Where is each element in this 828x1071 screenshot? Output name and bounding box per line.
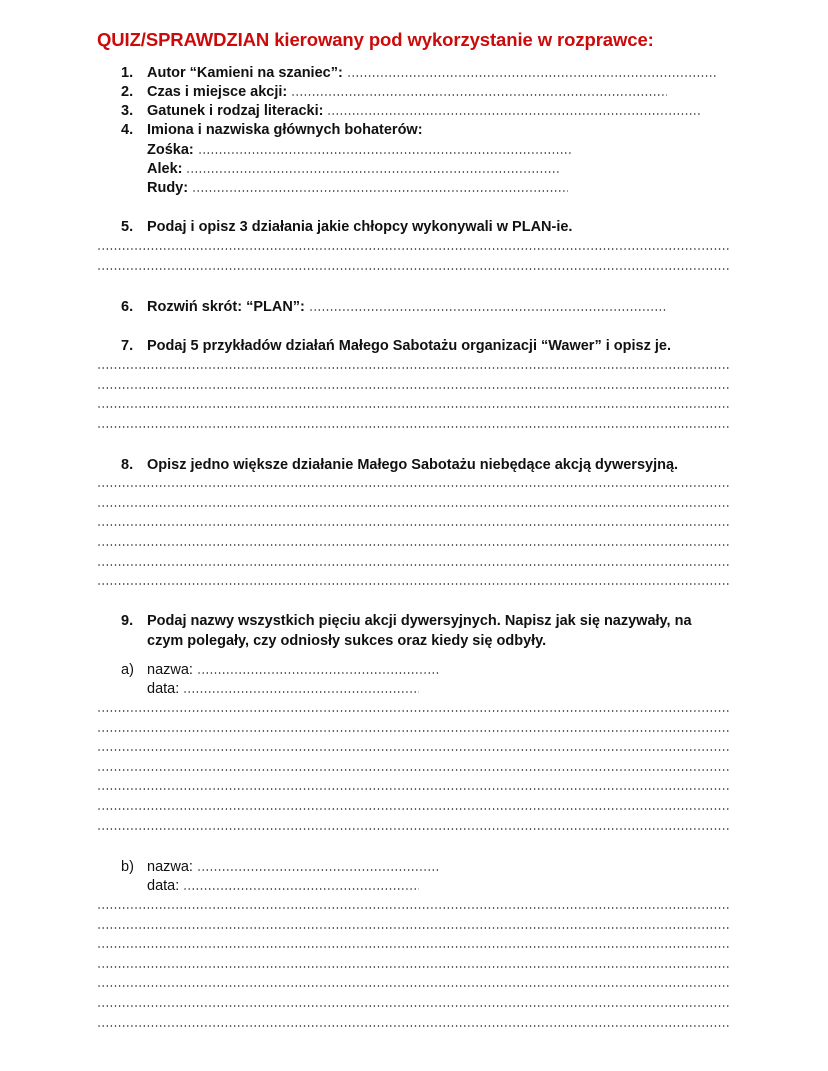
name-label: nazwa: [147,662,193,678]
question-text: Gatunek i rodzaj literacki: [147,103,324,119]
part-label: b) [121,859,134,875]
character-alek [147,159,561,179]
answer-line[interactable] [97,808,730,810]
question-text: Podaj i opisz 3 działania jakie chłopcy wykonywali w PLAN-ie. [147,219,573,235]
answer-line[interactable] [97,485,730,487]
part-b-date [147,876,419,896]
answer-line[interactable] [97,730,730,732]
answer-line[interactable] [97,268,730,270]
question-number: 2. [121,84,134,100]
answer-line[interactable] [97,583,730,585]
question-2 [121,82,667,102]
question-5 [121,217,572,237]
answer-line[interactable] [97,505,730,507]
answer-field-part-a-date[interactable] [183,691,419,693]
answer-line[interactable] [97,828,730,830]
question-text: Opisz jedno większe działanie Małego Sabotażu niebędące akcją dywersyjną. [147,457,679,473]
answer-field-zoska[interactable] [198,152,572,154]
part-a-date [147,679,419,699]
answer-line[interactable] [97,387,730,389]
answer-line[interactable] [97,248,730,250]
answer-line[interactable] [97,749,730,751]
answer-line[interactable] [97,946,730,948]
answer-line[interactable] [97,367,730,369]
question-9 [121,611,692,631]
answer-line[interactable] [97,769,730,771]
question-8 [121,455,678,475]
part-label: a) [121,662,134,678]
question-3 [121,101,701,121]
answer-line[interactable] [97,1005,730,1007]
question-number: 4. [121,122,134,138]
question-number: 5. [121,219,134,235]
answer-field-author[interactable] [347,75,717,77]
part-a-name [121,660,439,680]
character-zoska [147,140,572,160]
question-4 [121,120,423,140]
part-b-name [121,857,439,877]
question-9-continued [147,631,546,651]
answer-line[interactable] [97,985,730,987]
question-number: 6. [121,299,134,315]
page-title: QUIZ/SPRAWDZIAN kierowany pod wykorzystanie w rozprawce: [97,29,654,50]
answer-line[interactable] [97,966,730,968]
character-label: Alek: [147,161,183,177]
question-text-line-2: czym polegały, czy odniosły sukces oraz kiedy się odbyły. [147,633,547,649]
answer-line[interactable] [97,426,730,428]
question-text: Rozwiń skrót: “PLAN”: [147,299,305,315]
answer-field-rudy[interactable] [192,190,568,192]
question-text: Autor “Kamieni na szaniec”: [147,65,343,81]
answer-line[interactable] [97,406,730,408]
question-number: 8. [121,457,134,473]
answer-line[interactable] [97,544,730,546]
character-rudy [147,178,568,198]
answer-line[interactable] [97,1025,730,1027]
question-number: 9. [121,613,134,629]
question-6 [121,297,666,317]
question-number: 3. [121,103,134,119]
answer-line[interactable] [97,524,730,526]
question-text: Czas i miejsce akcji: [147,84,288,100]
answer-field-time-place[interactable] [291,94,667,96]
answer-line[interactable] [97,564,730,566]
date-label: data: [147,878,180,894]
answer-field-genre[interactable] [327,113,701,115]
answer-field-plan[interactable] [309,309,666,311]
question-number: 7. [121,338,134,354]
question-7 [121,336,671,356]
question-text: Imiona i nazwiska głównych bohaterów: [147,122,423,138]
answer-line[interactable] [97,907,730,909]
date-label: data: [147,681,180,697]
question-text: Podaj 5 przykładów działań Małego Sabotażu organizacji “Wawer” i opisz je. [147,338,671,354]
answer-line[interactable] [97,710,730,712]
answer-field-part-a-name[interactable] [197,672,439,674]
answer-field-part-b-date[interactable] [183,888,419,890]
answer-line[interactable] [97,788,730,790]
question-number: 1. [121,65,134,81]
answer-field-alek[interactable] [186,171,561,173]
question-text-line-1: Podaj nazwy wszystkich pięciu akcji dywersyjnych. Napisz jak się nazywały, na [147,613,692,629]
question-1 [121,63,717,83]
character-label: Zośka: [147,142,194,158]
name-label: nazwa: [147,859,193,875]
answer-line[interactable] [97,927,730,929]
character-label: Rudy: [147,180,189,196]
answer-field-part-b-name[interactable] [197,869,439,871]
